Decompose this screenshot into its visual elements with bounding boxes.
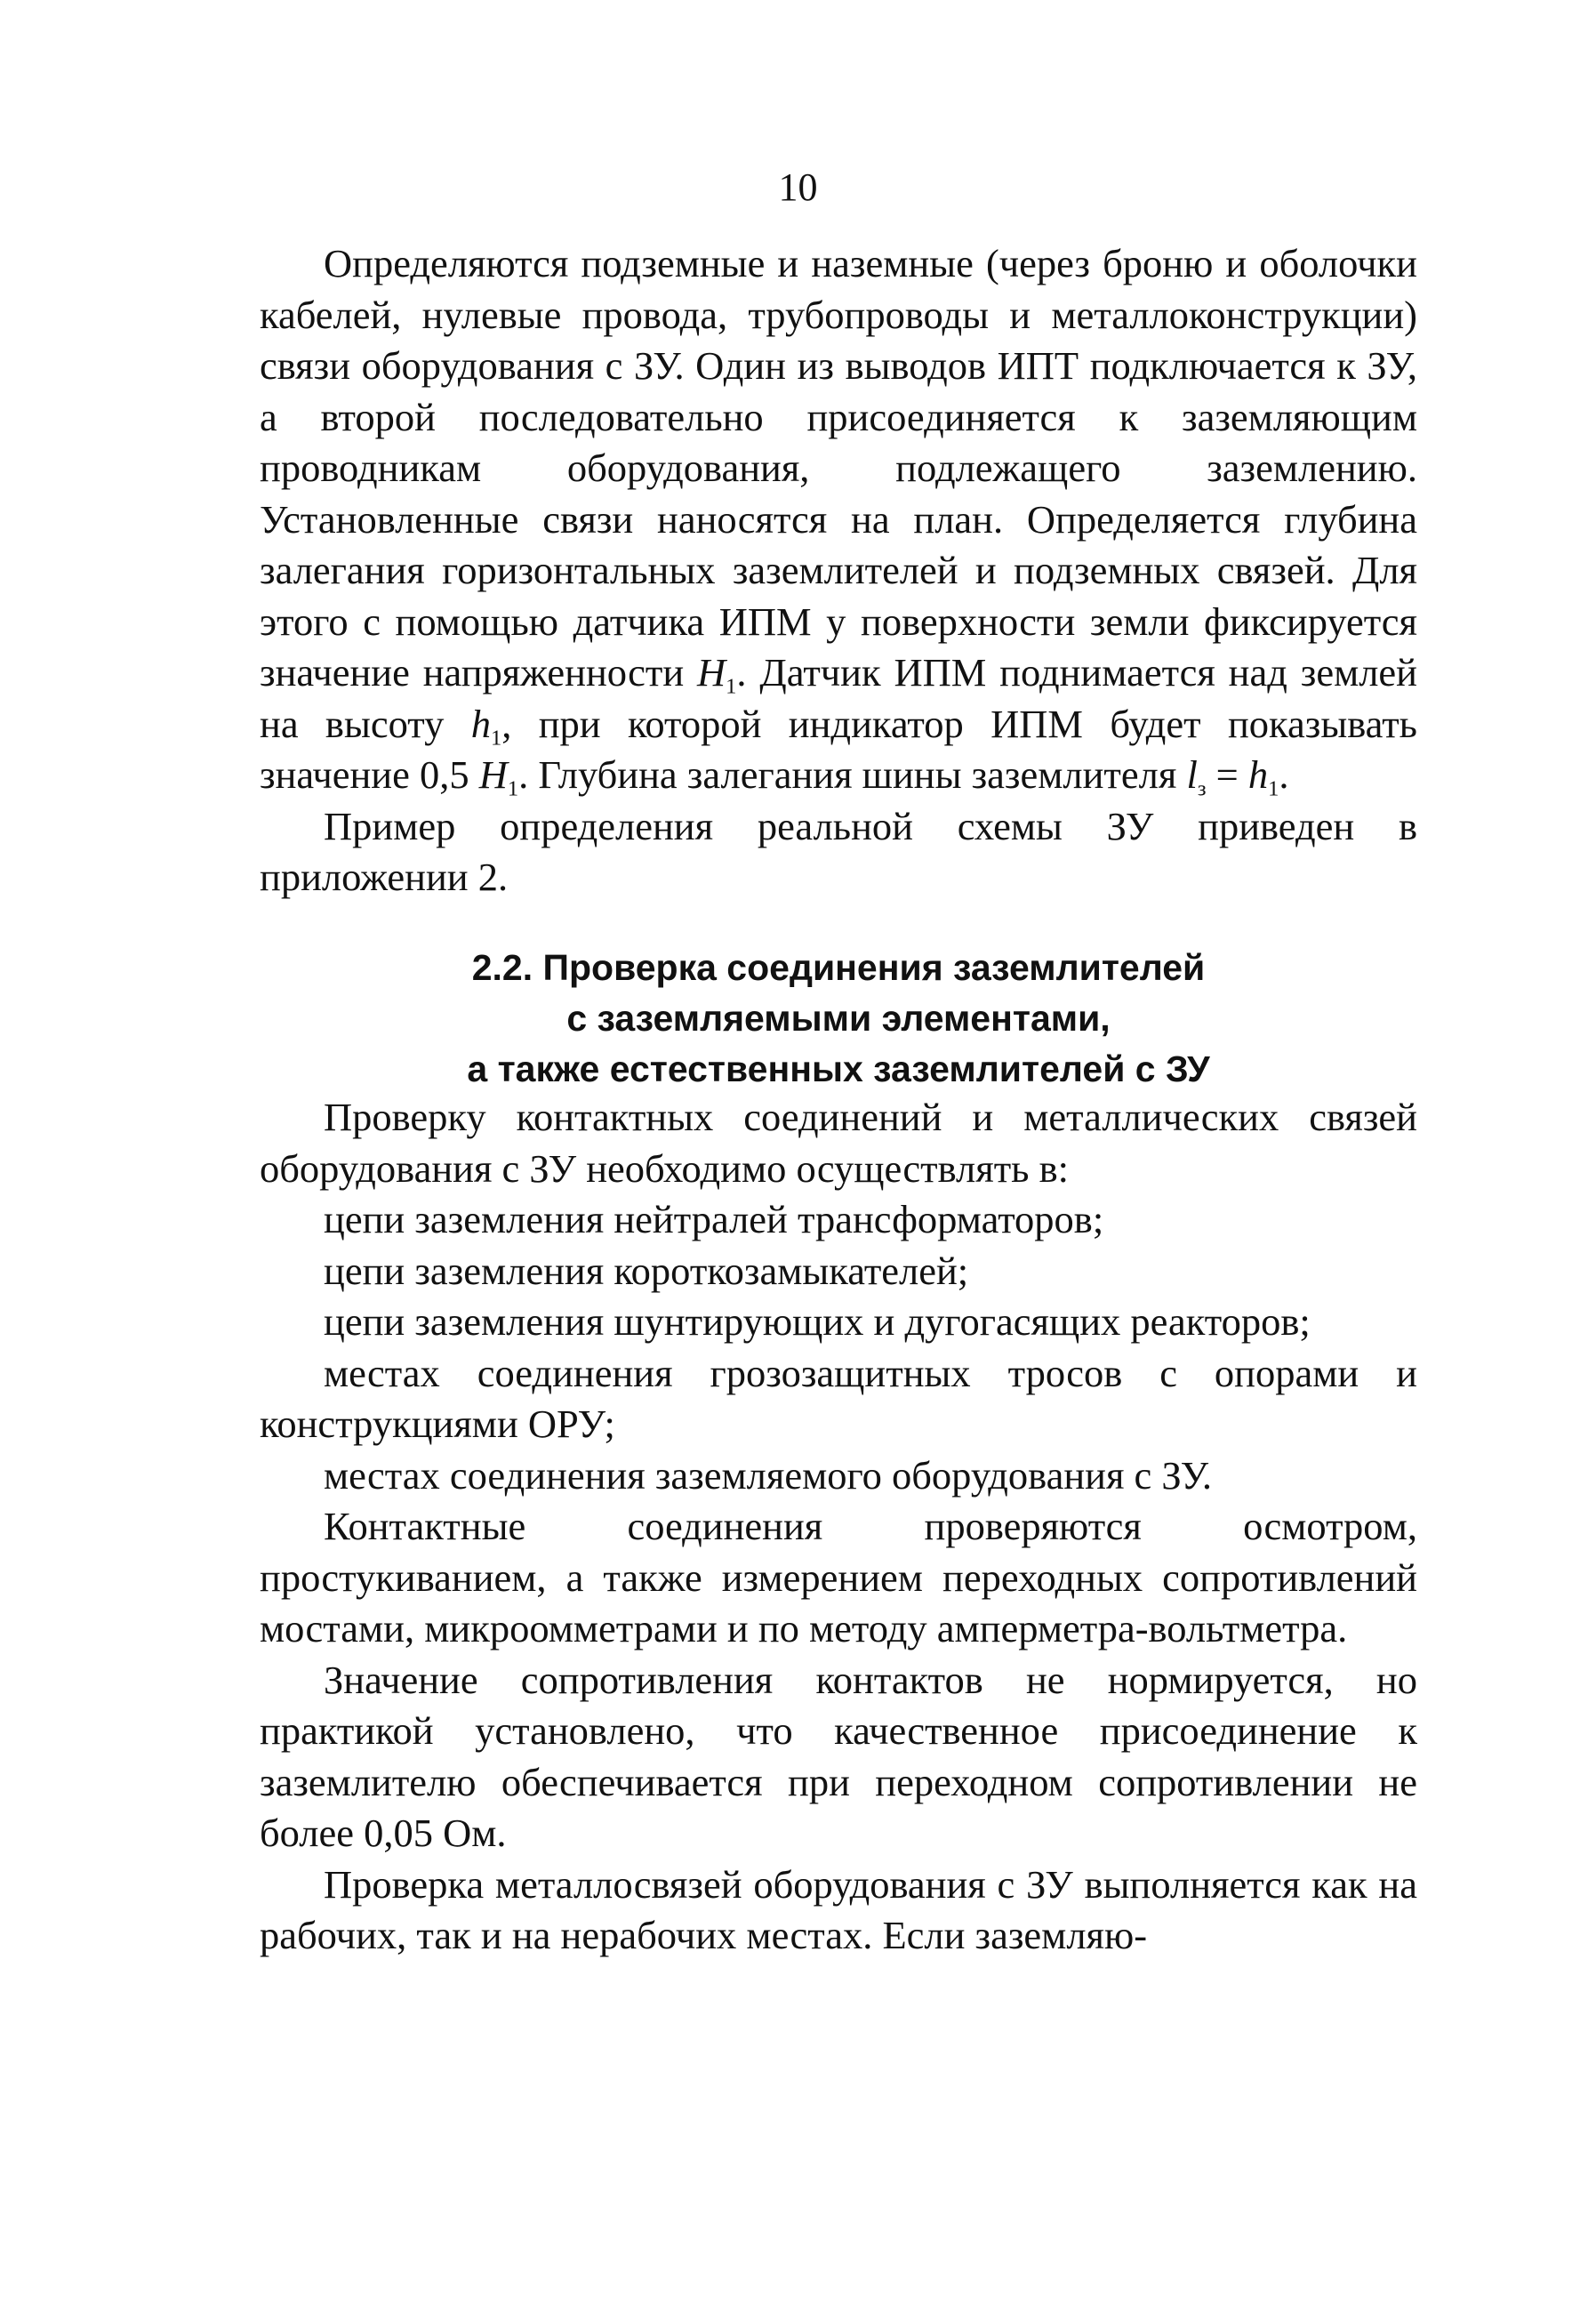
paragraph-text: Определяются подземные и наземные (через броню и оболочки кабелей, нулевые провода, трубопроводы и металлоконструкции) связи оборудования с ЗУ. Один из выводов ИПТ подключается к ЗУ, а второй последовательно присоединяется к заземляющим проводникам оборудования, подлежащего заземлению. Установленные связи наносятся на план. Определяется глубина залегания горизонтальных заземлителей и подземных связей. Для этого с помощью датчика ИПМ у поверхности земли фиксируется значение напряженности: [260, 241, 1417, 695]
symbol-h: h: [470, 701, 491, 746]
heading-line: 2.2. Проверка соединения заземлителей: [471, 947, 1206, 988]
subscript: 1: [507, 776, 519, 801]
heading-line: с заземляемыми элементами,: [566, 998, 1111, 1039]
list-item: цепи заземления шунтирующих и дугогасящих реакторов;: [324, 1299, 1311, 1344]
paragraph-metal-links: Проверка металлосвязей оборудования с ЗУ выполняется как на рабочих, так и на нерабочих местах. Если заземляю-: [260, 1861, 1417, 1957]
symbol-H: H: [697, 650, 726, 695]
symbol-h: h: [1247, 752, 1269, 797]
section-heading: [260, 943, 1417, 1095]
page-number: 10: [778, 165, 818, 209]
subscript: 1: [1268, 776, 1279, 801]
list-item: местах соединения заземляемого оборудования с ЗУ.: [324, 1452, 1212, 1498]
paragraph-text: =: [1206, 752, 1248, 797]
paragraph-text: .: [1279, 752, 1289, 797]
text-block-section: [260, 1092, 1417, 1962]
list-item: цепи заземления нейтралей трансформаторов;: [324, 1197, 1104, 1241]
paragraph-text: . Датчик ИПМ поднимается над землей на высоту: [260, 650, 1417, 746]
text-block-top: [260, 238, 1417, 904]
paragraph-survey: [260, 238, 1417, 801]
list-item: цепи заземления короткозамыкателей;: [324, 1248, 969, 1293]
paragraph-text: . Глубина залегания шины заземлителя: [518, 752, 1187, 797]
paragraph-contacts: Контактные соединения проверяются осмотром, простукиванием, а также измерением переходных сопротивлений мостами, микроомметрами и по методу амперметра-вольтметра.: [260, 1504, 1417, 1650]
paragraph-resistance: Значение сопротивления контактов не нормируется, но практикой установлено, что качественное присоединение к заземлителю обеспечивается при переходном сопротивлении не более 0,05 Ом.: [260, 1657, 1417, 1855]
subscript: 1: [491, 726, 502, 751]
heading-line: а также естественных заземлителей с ЗУ: [467, 1048, 1210, 1089]
symbol-l: l: [1186, 752, 1198, 797]
paragraph-text: , при которой индикатор ИПМ будет показывать значение 0,5: [260, 701, 1417, 797]
subscript: 1: [726, 674, 737, 699]
subscript: з: [1197, 776, 1207, 801]
paragraph-intro: Проверку контактных соединений и металлических связей оборудования с ЗУ необходимо осуществлять в:: [260, 1095, 1417, 1191]
symbol-H: H: [478, 752, 508, 797]
paragraph-example: Пример определения реальной схемы ЗУ приведен в приложении 2.: [260, 803, 1417, 899]
list-item: местах соединения грозозащитных тросов с опорами и конструкциями ОРУ;: [260, 1350, 1417, 1446]
